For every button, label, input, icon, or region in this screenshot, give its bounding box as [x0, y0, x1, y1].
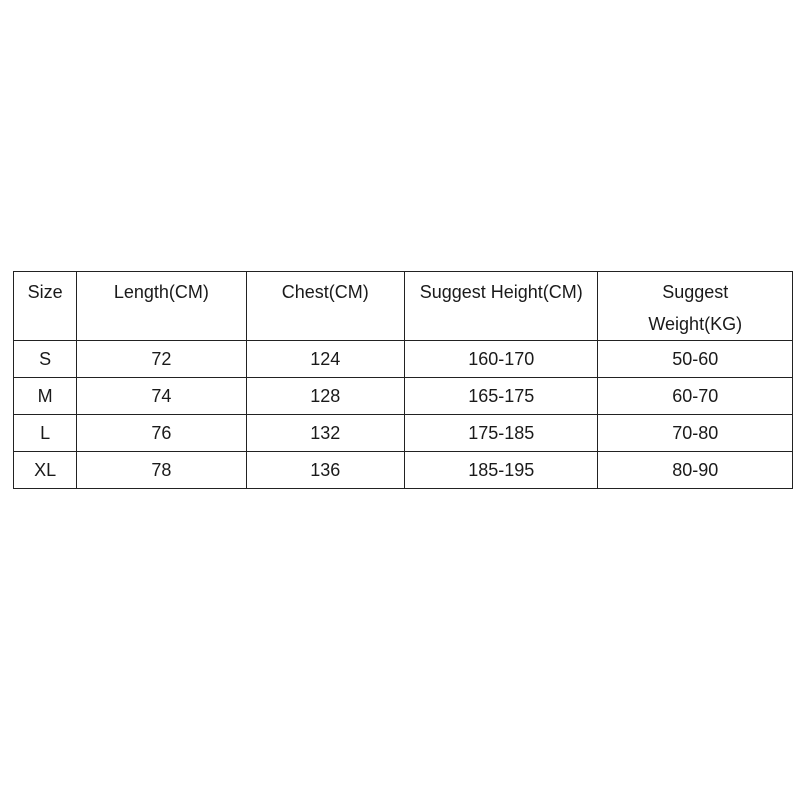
header-suggest-weight: [598, 272, 793, 341]
cell-size: S: [14, 341, 77, 378]
cell-chest: 136: [246, 452, 404, 489]
cell-length: 74: [77, 378, 246, 415]
cell-height: 165-175: [404, 378, 597, 415]
table-row: [14, 378, 793, 415]
cell-weight: 70-80: [598, 415, 793, 452]
cell-height: 160-170: [404, 341, 597, 378]
table-header-row: [14, 272, 793, 341]
cell-chest: 124: [246, 341, 404, 378]
table-row: [14, 452, 793, 489]
table-row: [14, 341, 793, 378]
cell-height: 185-195: [404, 452, 597, 489]
cell-chest: 128: [246, 378, 404, 415]
cell-height: 175-185: [404, 415, 597, 452]
cell-chest: 132: [246, 415, 404, 452]
header-suggest-weight-line1: Suggest: [662, 282, 729, 302]
cell-length: 72: [77, 341, 246, 378]
cell-size: XL: [14, 452, 77, 489]
cell-weight: 80-90: [598, 452, 793, 489]
cell-size: L: [14, 415, 77, 452]
cell-size: M: [14, 378, 77, 415]
cell-length: 76: [77, 415, 246, 452]
size-chart-table: [13, 271, 793, 489]
header-length: Length(CM): [77, 272, 246, 341]
cell-weight: 60-70: [598, 378, 793, 415]
header-suggest-height: Suggest Height(CM): [404, 272, 597, 341]
header-size: Size: [14, 272, 77, 341]
header-chest: Chest(CM): [246, 272, 404, 341]
cell-weight: 50-60: [598, 341, 793, 378]
table-row: [14, 415, 793, 452]
header-suggest-weight-line2: Weight(KG): [648, 314, 743, 334]
cell-length: 78: [77, 452, 246, 489]
